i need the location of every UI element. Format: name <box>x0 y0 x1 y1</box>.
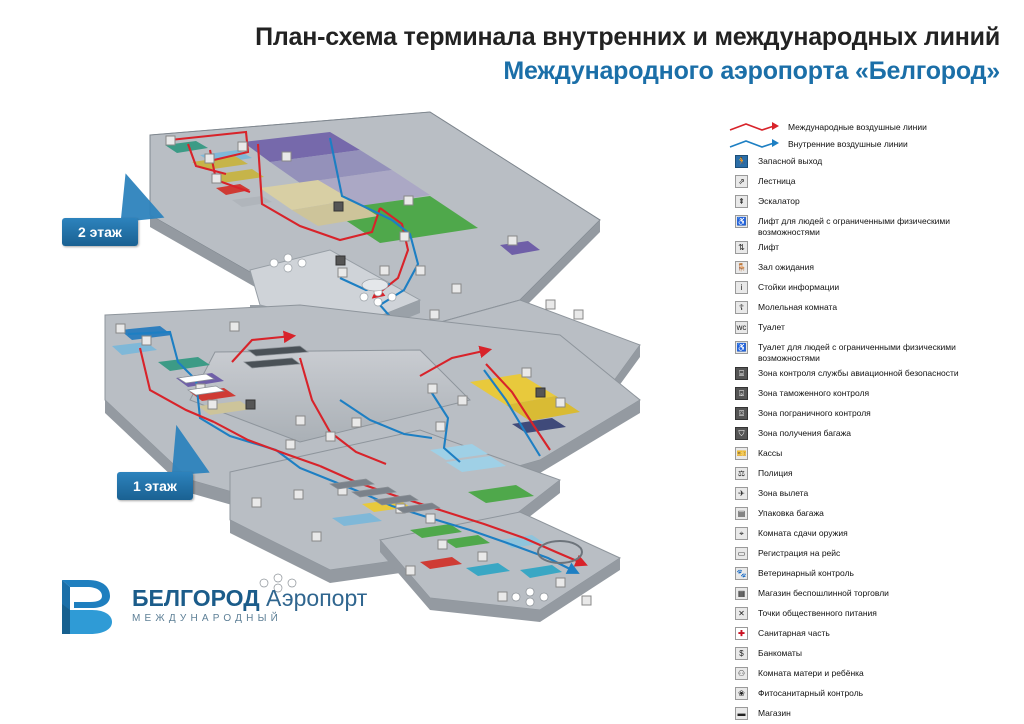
prayer-room-icon: ☦ <box>735 301 748 314</box>
legend-item-emergency-exit <box>728 155 1013 172</box>
baggage-wrapping-icon: ▤ <box>735 507 748 520</box>
phytosanitary-icon: ❀ <box>735 687 748 700</box>
legend-item-waiting-hall <box>728 261 1013 278</box>
legend-label-mother-and-child: Комната матери и ребёнка <box>758 668 864 678</box>
accessible-lift-icon: ♿ <box>735 215 748 228</box>
legend-item-check-in <box>728 547 1013 564</box>
legend-label-toilet: Туалет <box>758 322 785 332</box>
legend-label-information-desk: Стойки информации <box>758 282 840 292</box>
legend-item-toilet <box>728 321 1013 338</box>
floor-1-badge[interactable]: 1 этаж <box>117 472 193 500</box>
stairs-icon: ⇗ <box>735 175 748 188</box>
legend-label-stairs: Лестница <box>758 176 796 186</box>
aviation-security-icon: ⌸ <box>735 367 748 380</box>
emergency-exit-icon: 🏃 <box>735 155 748 168</box>
escalator-icon: ⇞ <box>735 195 748 208</box>
legend-label-accessible-lift: Лифт для людей с ограниченными физическими возможностями <box>758 216 951 237</box>
atm-icon: $ <box>735 647 748 660</box>
logo-name-main: БЕЛГОРОД <box>132 585 260 611</box>
ticket-office-icon: 🎫 <box>735 447 748 460</box>
legend-item-border-control <box>728 407 1013 424</box>
legend-label-border-control: Зона пограничного контроля <box>758 408 871 418</box>
legend-item-shop <box>728 707 1013 724</box>
floor-2-badge[interactable]: 2 этаж <box>62 218 138 246</box>
legend-item-baggage-wrapping <box>728 507 1013 524</box>
legend-item-stairs <box>728 175 1013 192</box>
legend-label-prayer-room: Молельная комната <box>758 302 838 312</box>
terminal-floor-plan <box>0 100 730 660</box>
legend-label-aviation-security: Зона контроля службы авиационной безопасности <box>758 368 959 378</box>
logo-tagline: МЕЖДУНАРОДНЫЙ <box>132 613 283 624</box>
legend-item-medical-post <box>728 627 1013 644</box>
legend-item-accessible-toilet <box>728 341 1013 364</box>
veterinary-control-icon: 🐾 <box>735 567 748 580</box>
lift-icon: ⇅ <box>735 241 748 254</box>
legend-label-baggage-claim: Зона получения багажа <box>758 428 852 438</box>
title-line-2: Международного аэропорта «Белгород» <box>503 57 1000 85</box>
legend-item-prayer-room <box>728 301 1013 318</box>
legend-item-food-court <box>728 607 1013 624</box>
legend-item-departure-area <box>728 487 1013 504</box>
legend-item-veterinary-control <box>728 567 1013 584</box>
waiting-hall-icon: 🪑 <box>735 261 748 274</box>
information-desk-icon: i <box>735 281 748 294</box>
police-icon: ⚖ <box>735 467 748 480</box>
arrow-line-red-icon <box>728 121 780 133</box>
customs-control-icon: ⌺ <box>735 387 748 400</box>
legend-route-domestic <box>728 135 1013 152</box>
legend-item-duty-free <box>728 587 1013 604</box>
legend-label-phytosanitary: Фитосанитарный контроль <box>758 688 864 698</box>
legend-label-duty-free: Магазин беспошлинной торговли <box>758 588 889 598</box>
title-line-1: План-схема терминала внутренних и международных линий <box>255 23 1000 51</box>
legend-item-police <box>728 467 1013 484</box>
legend-item-escalator <box>728 195 1013 212</box>
page-title <box>0 22 1024 87</box>
legend-label-medical-post: Санитарная часть <box>758 628 830 638</box>
weapon-storage-icon: ⌖ <box>735 527 748 540</box>
logo-name <box>132 586 367 611</box>
floor-2-pointer <box>116 170 165 222</box>
legend-item-aviation-security <box>728 367 1013 384</box>
mother-and-child-icon: ⚇ <box>735 667 748 680</box>
food-court-icon: ✕ <box>735 607 748 620</box>
legend-item-phytosanitary <box>728 687 1013 704</box>
legend-label-escalator: Эскалатор <box>758 196 800 206</box>
legend-label-baggage-wrapping: Упаковка багажа <box>758 508 824 518</box>
departure-area-icon: ✈ <box>735 487 748 500</box>
legend-route-international <box>728 118 1013 135</box>
legend-label-accessible-toilet: Туалет для людей с ограниченными физическими возможностями <box>758 342 956 363</box>
legend-route-domestic-label: Внутренние воздушные линии <box>788 139 908 149</box>
legend-label-shop: Магазин <box>758 708 791 718</box>
legend-item-baggage-claim <box>728 427 1013 444</box>
legend-label-departure-area: Зона вылета <box>758 488 809 498</box>
legend-item-accessible-lift <box>728 215 1013 238</box>
legend-label-ticket-office: Кассы <box>758 448 783 458</box>
legend-label-atm: Банкоматы <box>758 648 802 658</box>
floor-1-pointer <box>168 423 209 476</box>
medical-post-icon: ✚ <box>735 627 748 640</box>
airport-logo <box>58 578 367 636</box>
legend-item-atm <box>728 647 1013 664</box>
legend-item-lift <box>728 241 1013 258</box>
border-control-icon: ⌼ <box>735 407 748 420</box>
legend-label-emergency-exit: Запасной выход <box>758 156 823 166</box>
legend-item-weapon-storage <box>728 527 1013 544</box>
legend-label-customs-control: Зона таможенного контроля <box>758 388 870 398</box>
check-in-icon: ▭ <box>735 547 748 560</box>
legend-label-waiting-hall: Зал ожидания <box>758 262 814 272</box>
legend-item-ticket-office <box>728 447 1013 464</box>
legend-item-mother-and-child <box>728 667 1013 684</box>
legend-label-lift: Лифт <box>758 242 780 252</box>
legend-label-food-court: Точки общественного питания <box>758 608 877 618</box>
logo-name-sub: Аэропорт <box>259 585 368 611</box>
legend-label-police: Полиция <box>758 468 793 478</box>
legend-item-customs-control <box>728 387 1013 404</box>
legend-item-information-desk <box>728 281 1013 298</box>
baggage-claim-icon: ⛉ <box>735 427 748 440</box>
accessible-toilet-icon: ♿ <box>735 341 748 354</box>
legend <box>728 118 1013 724</box>
duty-free-icon: ▦ <box>735 587 748 600</box>
legend-label-check-in: Регистрация на рейс <box>758 548 841 558</box>
belgorod-b-logo-icon <box>58 578 120 636</box>
legend-label-veterinary-control: Ветеринарный контроль <box>758 568 854 578</box>
legend-label-weapon-storage: Комната сдачи оружия <box>758 528 848 538</box>
arrow-line-blue-icon <box>728 138 780 150</box>
shop-icon: ▬ <box>735 707 748 720</box>
legend-route-international-label: Международные воздушные линии <box>788 122 927 132</box>
toilet-icon: wc <box>735 321 748 334</box>
